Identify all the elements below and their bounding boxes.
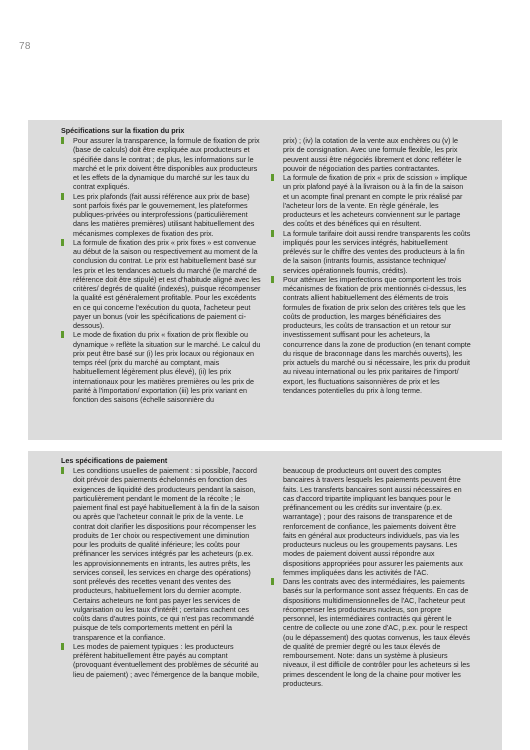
page-number: 78 [19, 41, 31, 52]
bullet-item [61, 466, 261, 642]
bullet-marker [61, 137, 64, 144]
price-fixing-left-column [61, 126, 261, 404]
bullet-item [61, 136, 261, 192]
bullet-item [271, 229, 471, 275]
item-text: Dans les contrats avec des intermédiaires, les paiements basés sur la performance sont assez fréquents. En cas de dispositions multidimensionnelles de l'AC, l'acheteur peut récompenser les producteurs nucleus, son propre personnel, les intermédiaires contractés qui gèrent le centre de collecte ou une zone d'AC, p.ex. pour le respect (ou le dépassement) des quotas convenus, les taux élevés de qualité de premier degré ou les taux élevés de remboursement. Note: dans un système à plusieurs niveaux, il est difficile de contrôler pour les acheteurs si les primes descendent le long de la chaine pour motiver les producteurs. [283, 577, 470, 688]
bullet-item [271, 275, 471, 395]
payment-right-column [271, 456, 471, 688]
bullet-marker [61, 467, 64, 474]
bullet-marker [271, 230, 274, 237]
bullet-item [61, 238, 261, 331]
price-fixing-section [61, 126, 471, 404]
price-fixing-heading: Spécifications sur la fixation du prix [61, 126, 185, 135]
bullet-marker [271, 276, 274, 283]
price-fixing-right-column [271, 126, 471, 404]
bullet-item [61, 330, 261, 404]
payment-left-column [61, 456, 261, 688]
item-text: La formule de fixation des prix « prix fixes » est convenue au début de la saison ou respectivement au moment de la conclusion du contrat. Le prix est habituellement basé sur les prix et les tendances actuels du marché (le marché de référence doit être stipulé) et est d'habitude aligné avec les critères/ degrés de qualité (indexés), puisque récompenser la qualité est généralement profitable. Pour les excédents en ce qui concerne l'exécution du quota, l'acheteur peut payer un bonus (voir les spécifications de paiement ci-dessous). [73, 237, 261, 330]
bullet-marker [61, 239, 64, 246]
item-text: La formule de fixation de prix « prix de scission » implique un prix plafond payé à la livraison ou à la fin de la saison et un acompte final prenant en compte le prix réalisé par l'acheteur lors de la vente. En règle générale, les producteurs et les acheteurs conviennent sur le partage des coûts et des bénéfices qui en résultent. [283, 173, 468, 229]
payment-section [61, 456, 471, 688]
payment-heading: Les spécifications de paiement [61, 456, 168, 465]
bullet-marker [61, 331, 64, 338]
bullet-item [61, 192, 261, 238]
bullet-marker [61, 643, 64, 650]
continuation-text: beaucoup de producteurs ont ouvert des comptes bancaires à travers lesquels les paiements peuvent être faits. Les transferts bancaires sont aussi nécessaires en cas d'accord tripartite impliquant les banques pour le préfinancement ou les crédits sur inventaire (p.ex. warrantage) ; pour des raisons de transparence et de renforcement de confiance, les paiements doivent être faits en général aux producteurs individuels, pas via les producteurs nucleus ou les groupements paysans. Les modes de paiement doivent aussi répondre aux dispositions appropriées pour assurer les paiements aux femmes impliquées dans les activités de l'AC. [283, 466, 463, 577]
continuation-text: prix) ; (iv) la cotation de la vente aux enchères ou (v) le prix de consignation. Avec une formule flexible, les prix peuvent aussi être négociés librement et donc refléter le pouvoir de négociation des parties contractantes. [283, 136, 462, 173]
item-text: La formule tarifaire doit aussi rendre transparents les coûts impliqués pour les services intégrés, habituellement prélevés sur le chiffre des ventes des producteurs à la fin de la saison (intrants fournis, assistance technique/ services opérationnels fournis, crédits). [283, 228, 471, 275]
bullet-item [271, 577, 471, 688]
bullet-marker [61, 193, 64, 200]
item-text: Les modes de paiement typiques : les producteurs préfèrent habituellement être payés au comptant (provoquant éventuellement des problèmes de sécurité au lieu de paiement) ; avec l'émergence de la banque mobile, [73, 641, 259, 679]
bullet-marker [271, 578, 274, 585]
item-text: Les prix plafonds (fait aussi référence aux prix de base) sont parfois fixés par le gouvernement, les plateformes publiques-privées ou interprofessions (particulièrement dans les matières premières) utilisant habituellement des mécanismes complexes de fixation des prix. [73, 191, 255, 238]
bullet-marker [271, 174, 274, 181]
item-text: Les conditions usuelles de paiement : si possible, l'accord doit prévoir des paiements échelonnés en fonction des exigences de liquidité des producteurs pendant la saison, particulièrement pendant le moment de la récolte ; le paiement final est payé habituellement à la fin de la saison ou après que l'acheteur connait le prix de la vente. Le contrat doit clarifier les dispositions pour récompenser les produits de 1er choix ou respectivement une diminution pour les produits de qualité inférieure; les coûts pour préfinancer les services intégrés par les acheteurs (p.ex. les approvisionnements en intrants, les autres prêts, les services conseil, les services en charge des opérations) sont prélevés des recettes venant des ventes des producteurs, habituellement lors du dernier acompte. Certains acheteurs ne font pas payer les services de vulgarisation ou les taux d'intérêt ; certains cachent ces coûts dans d'autres points, ce qui n'est pas recommandé puisque de tels comportements mettent en péril la transparence et la confiance. [73, 466, 260, 642]
item-text: Pour assurer la transparence, la formule de fixation de prix (base de calculs) doit être expliquée aux producteurs et spécifiée dans le contrat ; de plus, les informations sur le marché et le prix doivent être disponibles aux producteurs et les effets de la dynamique du marché sur les taux du contrat expliqués. [73, 136, 260, 192]
item-text: Le mode de fixation du prix « fixation de prix flexible ou dynamique » reflète la situation sur le marché. Le calcul du prix peut être basé sur (i) les prix locaux ou régionaux en temps réel (prix du marché au comptant, mais habituellement légèrement plus élevé), (ii) les prix internationaux pour les matières premières ou les prix de parité à l'importation/ exportation (iii) les prix variant en fonction des saisons (échelle saisonnière du [73, 330, 261, 404]
item-text: Pour atténuer les imperfections que comportent les trois mécanismes de fixation de prix mentionnés ci-dessus, les contrats allient habituellement des éléments de trois formules de fixation de prix selon des critères tels que les coûts de production, les marges bénéficiaires des producteurs, les coûts de transaction et un retour sur investissement suffisant pour les acheteurs, la concurrence dans la zone de production (en tenant compte du risque de braconnage dans les marchés ouverts), les prix actuels du marché ou si nécessaire, les prix du produit au niveau international ou les prix paritaires de l'import/ export, les fluctuations saisonnières de prix et les tendances potentielles du prix à long terme. [283, 274, 471, 395]
bullet-item [61, 642, 261, 679]
bullet-item [271, 173, 471, 229]
